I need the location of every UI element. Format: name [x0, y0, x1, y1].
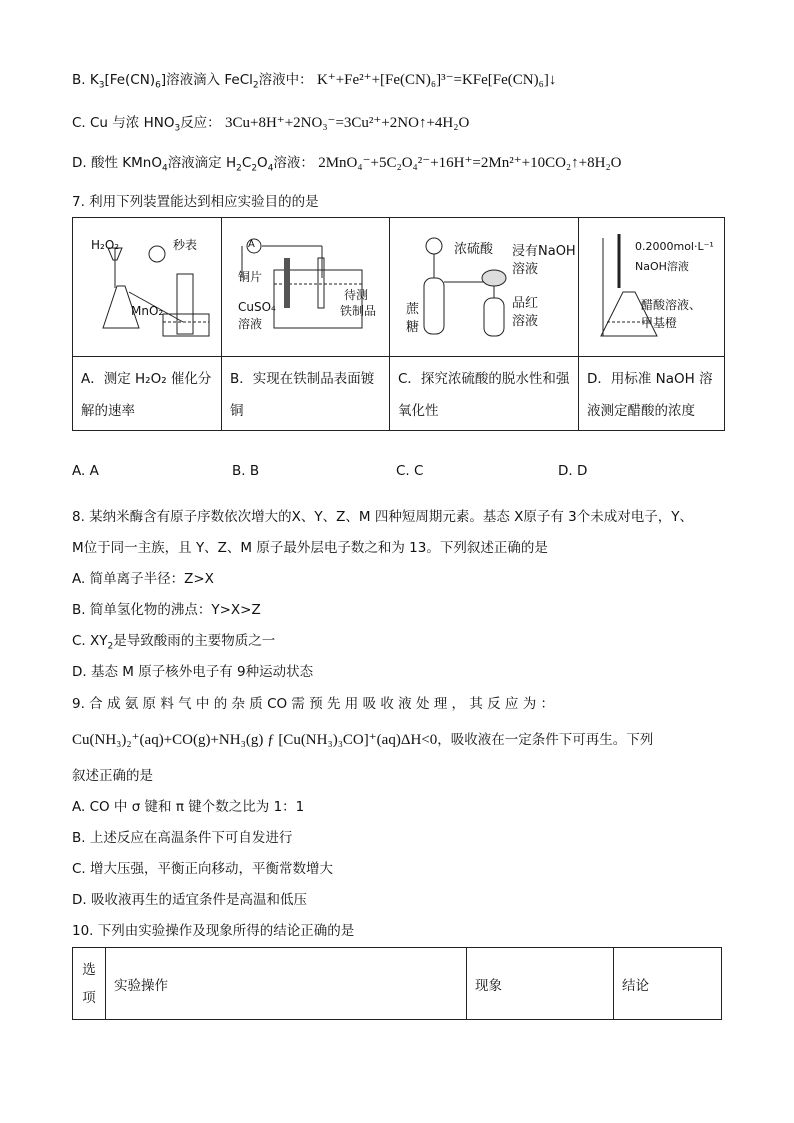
- q6-option-b: B. $K_3[Fe(CN)_6]$溶液滴入 FeCl$_2$溶液中： K⁺+Fe²⁺+[Fe(CN)₆]³⁻=KFe[Fe(CN)₆]↓: [72, 72, 557, 91]
- q10-table: [72, 947, 722, 1020]
- q7-caption-a: A．测定 H₂O₂ 催化分解的速率: [73, 357, 222, 431]
- titration-apparatus-icon: [579, 218, 724, 352]
- q7-cell-a-figure: H₂O₂ 秒表 MnO₂: [73, 218, 222, 357]
- q6-b-equation: K⁺+Fe²⁺+[Fe(CN)₆]³⁻=KFe[Fe(CN)₆]↓: [316, 72, 557, 88]
- q10-header-operation: 实验操作: [106, 948, 467, 1020]
- q6-d-equation: 2MnO₄⁻+5C₂O₄²⁻+16H⁺=2Mn²⁺+10CO₂↑+8H₂O: [318, 155, 622, 171]
- q8-option-c: C. $XY_2$是导致酸雨的主要物质之一: [72, 633, 276, 652]
- q9-option-a: A. CO 中 σ 键和 π 键个数之比为 1：1: [72, 799, 305, 815]
- q7-caption-c: C．探究浓硫酸的脱水性和强氧化性: [390, 357, 579, 431]
- q8-option-a: A. 简单离子半径：Z>X: [72, 571, 214, 587]
- q7-cell-c-figure: 浓硫酸 浸有NaOH 溶液 蔗 糖 品红 溶液: [390, 218, 579, 357]
- q7-option-c: C. C: [396, 463, 424, 479]
- q9-stem-line3: 叙述正确的是: [72, 768, 153, 784]
- q6-option-d: D. 酸性 KMnO$_4$溶液滴定 $H_2C_2O_4$溶液： 2MnO₄⁻+5C₂O₄²⁻+16H⁺=2Mn²⁺+10CO₂↑+8H₂O: [72, 155, 622, 174]
- q7-apparatus-table: [72, 217, 725, 431]
- q8-option-d: D. 基态 M 原子核外电子有 9种运动状态: [72, 664, 314, 680]
- q10-stem: 10. 下列由实验操作及现象所得的结论正确的是: [72, 923, 355, 939]
- q6-c-equation: 3Cu+8H⁺+2NO₃⁻=3Cu²⁺+2NO↑+4H₂O: [224, 115, 470, 131]
- q9-stem-line2: Cu(NH₃)₂⁺(aq)+CO(g)+NH₃(g) ƒ [Cu(NH₃)₃CO]⁺(aq)ΔH<0，吸收液在一定条件下可再生。下列: [72, 732, 654, 748]
- q7-caption-d: D．用标准 NaOH 溶液测定醋酸的浓度: [579, 357, 725, 431]
- q10-header-conclusion: 结论: [614, 948, 722, 1020]
- q9-stem-line1: 9. 合 成 氨 原 料 气 中 的 杂 质 CO 需 预 先 用 吸 收 液 处 理 ， 其 反 应 为 ：: [72, 696, 555, 712]
- q10-header-phenomenon: 现象: [467, 948, 614, 1020]
- q8-stem-line2: M位于同一主族，且 Y、Z、M 原子最外层电子数之和为 13。下列叙述正确的是: [72, 540, 548, 556]
- q9-option-b: B. 上述反应在高温条件下可自发进行: [72, 830, 293, 846]
- q7-option-b: B. B: [232, 463, 260, 479]
- q7-cell-d-figure: 0.2000mol·L⁻¹ NaOH溶液 醋酸溶液、 甲基橙: [579, 218, 725, 357]
- q8-option-b: B. 简单氢化物的沸点：Y>X>Z: [72, 602, 261, 618]
- q7-option-d: D. D: [558, 463, 588, 479]
- q6-option-c: C. Cu 与浓 $HNO_3$反应： 3Cu+8H⁺+2NO₃⁻=3Cu²⁺+2NO↑+4H₂O: [72, 115, 470, 134]
- q8-stem-line1: 8. 某纳米酶含有原子序数依次增大的X、Y、Z、M 四种短周期元素。基态 X原子有 3个未成对电子，Y、: [72, 509, 694, 525]
- q7-option-a: A. A: [72, 463, 99, 479]
- q7-caption-b: B．实现在铁制品表面镀铜: [222, 357, 390, 431]
- q7-stem: 7. 利用下列装置能达到相应实验目的的是: [72, 194, 319, 210]
- q9-option-c: C. 增大压强，平衡正向移动，平衡常数增大: [72, 861, 334, 877]
- q10-header-option: 选 项: [73, 948, 106, 1020]
- q7-cell-b-figure: A 铜片 CuSO₄ 溶液 待测 铁制品: [222, 218, 390, 357]
- q9-option-d: D. 吸收液再生的适宜条件是高温和低压: [72, 892, 307, 908]
- q9-equation: Cu(NH₃)₂⁺(aq)+CO(g)+NH₃(g) ƒ [Cu(NH₃)₃CO]⁺(aq)ΔH<0: [72, 732, 438, 748]
